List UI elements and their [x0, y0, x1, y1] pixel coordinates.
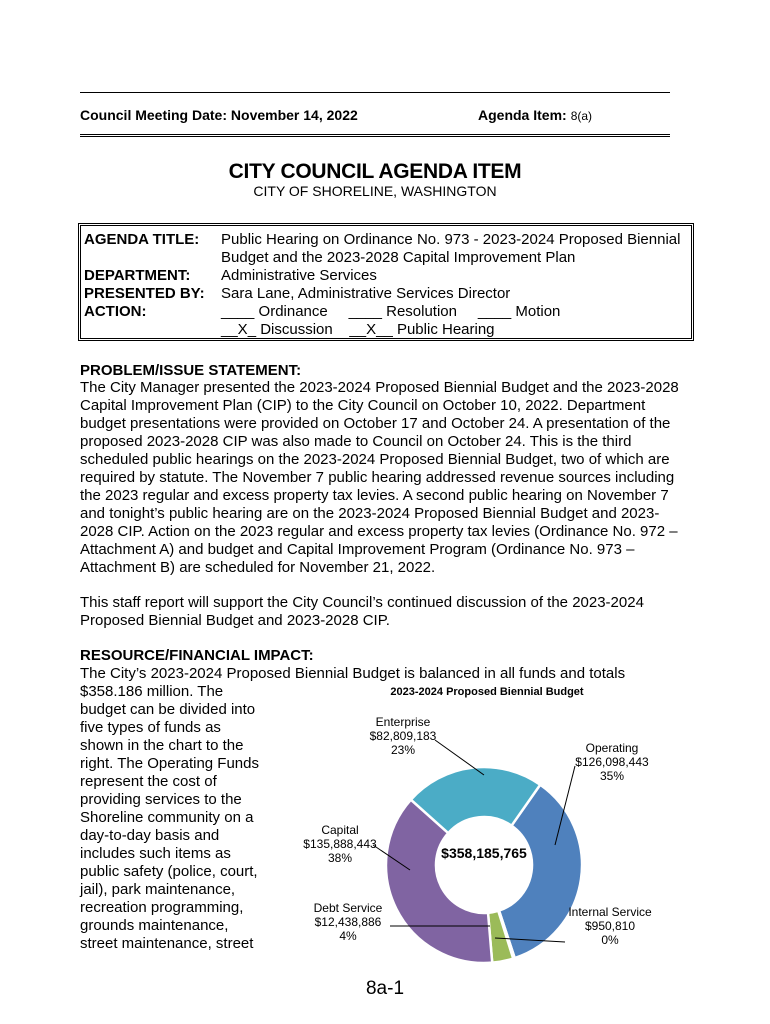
- action-label: ACTION:: [84, 303, 147, 320]
- problem-line: proposed 2023-2028 CIP was also made to Council on October 24. This is the third: [80, 433, 632, 450]
- resource-line: providing services to the: [80, 791, 242, 808]
- problem-line: Capital Improvement Plan (CIP) to the City Council on October 10, 2022. Department: [80, 397, 646, 414]
- enterprise-label-name: Enterprise: [375, 715, 431, 729]
- resource-line: day-to-day basis and: [80, 827, 220, 844]
- presented-by-value: Sara Lane, Administrative Services Director: [221, 285, 511, 302]
- agenda-item-value: 8(a): [570, 109, 593, 123]
- problem-line: the 2023 regular and excess property tax levies. A second public hearing on November 7: [80, 487, 669, 504]
- resource-line: represent the cost of: [80, 773, 217, 790]
- page-number: 8a-1: [365, 978, 405, 999]
- page-subtitle: CITY OF SHORELINE, WASHINGTON: [253, 183, 497, 199]
- agenda-item: [478, 107, 592, 123]
- resource-first-line: The City’s 2023-2024 Proposed Biennial Budget is balanced in all funds and totals: [80, 665, 626, 682]
- resource-line: includes such items as: [80, 845, 231, 862]
- capital-label-percent: 38%: [327, 851, 353, 865]
- support-line: This staff report will support the City Council’s continued discussion of the 2023-2024: [80, 594, 644, 611]
- resource-line: Shoreline community on a: [80, 809, 254, 826]
- resource-line: grounds maintenance,: [80, 917, 229, 934]
- department-label: DEPARTMENT:: [84, 267, 191, 284]
- debt-service-label-name: Debt Service: [313, 901, 383, 915]
- problem-line: scheduled public hearings on the 2023-2024 Proposed Biennial Budget, two of which are: [80, 451, 670, 468]
- problem-paragraph: [80, 379, 679, 577]
- debt-service-label-amount: $12,438,886: [314, 915, 382, 929]
- discussion-mark: __X_: [221, 321, 257, 338]
- problem-line: budget presentations were provided on October 17 and October 24. A presentation of the: [80, 415, 671, 432]
- enterprise-label-percent: 23%: [390, 743, 416, 757]
- problem-line: Attachment A) and budget and Capital Improvement Program (Ordinance No. 973 –: [80, 541, 635, 558]
- problem-line: The City Manager presented the 2023-2024 Proposed Biennial Budget and the 2023-2028: [80, 379, 679, 396]
- agenda-title-row2: [84, 249, 576, 267]
- presented-by-label: PRESENTED BY:: [84, 285, 205, 302]
- chart-center-total: $358,185,765: [441, 845, 527, 861]
- debt-service-label-percent: 4%: [339, 929, 357, 943]
- agenda-title-row: [84, 231, 681, 249]
- problem-heading: PROBLEM/ISSUE STATEMENT:: [80, 362, 302, 379]
- discussion-text: Discussion: [256, 321, 350, 338]
- department-row: [84, 267, 377, 285]
- agenda-box: [78, 223, 694, 341]
- page-title: CITY COUNCIL AGENDA ITEM: [228, 160, 522, 183]
- operating-label-percent: 35%: [599, 769, 625, 783]
- internal-service-label-percent: 0%: [601, 933, 619, 947]
- meeting-date: [80, 107, 358, 123]
- capital-label-name: Capital: [321, 823, 359, 837]
- support-line: Proposed Biennial Budget and 2023-2028 CIP.: [80, 612, 390, 629]
- meeting-date-value: November 14, 2022: [230, 107, 358, 123]
- resource-line: five types of funds as: [80, 719, 221, 736]
- action-options-line2: [221, 321, 495, 339]
- budget-donut-chart: [285, 680, 665, 980]
- agenda-item-label: Agenda Item:: [478, 107, 567, 123]
- resource-line: right. The Operating Funds: [80, 755, 259, 772]
- operating-label-amount: $126,098,443: [575, 755, 649, 769]
- problem-line: and tonight’s public hearing are on the 2023-2024 Proposed Biennial Budget and 2023-: [80, 505, 660, 522]
- agenda-title-line2: Budget and the 2023-2028 Capital Improvement Plan: [221, 249, 576, 266]
- meeting-date-label: Council Meeting Date:: [80, 107, 228, 123]
- header-bottom-rule: [80, 134, 670, 137]
- action-row: [84, 303, 561, 321]
- problem-line: 2028 CIP. Action on the 2023 regular and excess property tax levies (Ordinance No. 972 –: [80, 523, 678, 540]
- department-value: Administrative Services: [221, 267, 377, 284]
- resource-line: recreation programming,: [80, 899, 244, 916]
- resource-line: budget can be divided into: [80, 701, 256, 718]
- capital-label-amount: $135,888,443: [303, 837, 377, 851]
- resource-line: jail), park maintenance,: [80, 881, 236, 898]
- problem-line: required by statute. The November 7 public hearing addressed revenue sources including: [80, 469, 675, 486]
- problem-line: Attachment B) are scheduled for November 21, 2022.: [80, 559, 436, 576]
- internal-service-label-amount: $950,810: [584, 919, 636, 933]
- action-options-line1: ____ Ordinance ____ Resolution ____ Motion: [221, 303, 561, 320]
- agenda-title-label: AGENDA TITLE:: [84, 231, 200, 248]
- enterprise-label-amount: $82,809,183: [369, 729, 437, 743]
- support-paragraph: [80, 594, 644, 630]
- agenda-title-line1: Public Hearing on Ordinance No. 973 - 2023-2024 Proposed Biennial: [221, 231, 681, 248]
- presented-by-row: [84, 285, 511, 303]
- public-hearing-mark: __X__: [349, 321, 393, 338]
- resource-heading: RESOURCE/FINANCIAL IMPACT:: [80, 647, 314, 664]
- resource-line: street maintenance, street: [80, 935, 254, 952]
- resource-line: shown in the chart to the: [80, 737, 244, 754]
- resource-line: public safety (police, court,: [80, 863, 258, 880]
- internal-service-label-name: Internal Service: [568, 905, 652, 919]
- operating-label-name: Operating: [585, 741, 639, 755]
- action-row2: [84, 321, 495, 339]
- chart-title: 2023-2024 Proposed Biennial Budget: [390, 686, 584, 698]
- public-hearing-text: Public Hearing: [392, 321, 495, 338]
- resource-paragraph: [80, 683, 259, 953]
- top-rule: [80, 92, 670, 93]
- resource-line: $358.186 million. The: [80, 683, 224, 700]
